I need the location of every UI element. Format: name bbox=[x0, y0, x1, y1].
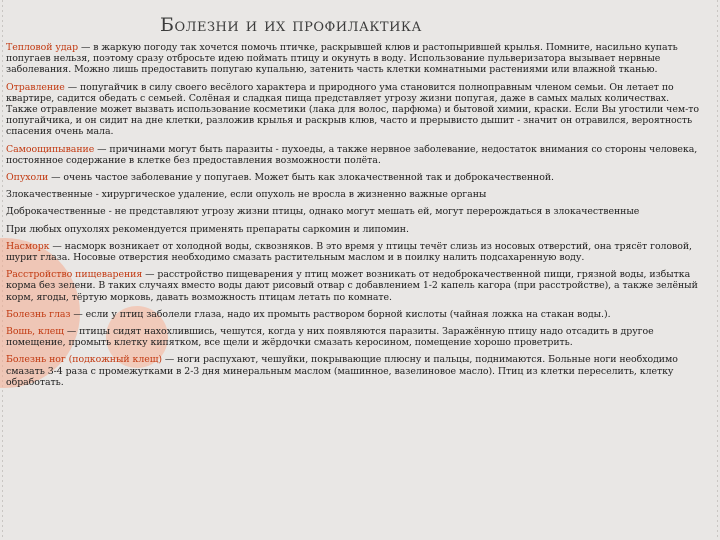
paragraph-benign bbox=[6, 206, 700, 217]
term-tumors: Опухоли bbox=[6, 172, 49, 184]
paragraph-text: — ноги распухают, чешуйки, покрывающие плюсну и пальцы, поднимаются. Больные ноги необходимо смазать 3-4 раза с промежутками в 2-3 дня минеральным маслом (машинное, вазелиновое масло). Птиц из клетки переселить, клетку обработать. bbox=[6, 354, 678, 388]
paragraph-lice-mites bbox=[6, 326, 700, 348]
paragraph-eye-disease bbox=[6, 309, 700, 320]
term-indigestion: Расстройство пищеварения bbox=[6, 269, 143, 281]
paragraph-text: — расстройство пищеварения у птиц может возникать от недоброкачественной пищи, грязной воды, избытка корма без зелени. В таких случаях вместо воды дают рисовый отвар с добавлением 1-2 капель кагора (при расстройстве), а также зелёный корм, ягоды, тёртую морковь, давать возможность птицам летать по комнате. bbox=[6, 269, 698, 303]
paragraph-tumor-treatment bbox=[6, 224, 700, 235]
slide-title: Болезни и их профилактика bbox=[160, 14, 422, 36]
term-leg-disease: Болезнь ног (подкожный клещ) bbox=[6, 354, 162, 366]
paragraph-leg-disease bbox=[6, 354, 700, 388]
term-eye-disease: Болезнь глаз bbox=[6, 308, 71, 320]
paragraph-tumors bbox=[6, 172, 700, 183]
term-heat-stroke: Тепловой удар bbox=[6, 42, 79, 53]
paragraph-poisoning bbox=[6, 82, 700, 138]
paragraph-self-plucking bbox=[6, 144, 700, 166]
paragraph-heat-stroke bbox=[6, 42, 700, 76]
term-lice-mites: Вошь, клещ bbox=[6, 326, 64, 338]
term-runny-nose: Насморк bbox=[6, 240, 50, 252]
paragraph-runny-nose bbox=[6, 241, 700, 263]
paragraph-indigestion bbox=[6, 269, 700, 303]
paragraph-text: Доброкачественные - не представляют угрозу жизни птицы, однако могут мешать ей, могут перерождаться в злокачественные bbox=[6, 206, 640, 218]
paragraph-text: Злокачественные - хирургическое удаление, если опухоль не вросла в жизненно важные органы bbox=[6, 189, 487, 201]
paragraph-text: — причинами могут быть паразиты - пухоеды, а также нервное заболевание, недостаток внимания со стороны человека, постоянное содержание в клетке без предоставления возможности полёта. bbox=[6, 143, 698, 166]
paragraph-text: — попугайчик в силу своего весёлого характера и природного ума становится полноправным членом семьи. Он летает по квартире, садится обедать с семьей. Солёная и сладкая пища представляет угрозу жизни попугая, даже в самых малых количествах. Также отравление может вызвать использование косметики (лака для волос, парфюма) и бытовой химии, краски. Если Вы угостили чем-то попугайчика, и он сидит на дне клетки, разложив крылья и раскрыв клюв, часто и прерывисто дышит - значит он отравился, вероятность спасения очень мала. bbox=[6, 81, 699, 138]
decorative-stripe-right bbox=[717, 0, 718, 540]
term-poisoning: Отравление bbox=[6, 81, 65, 93]
slide-content bbox=[6, 42, 700, 394]
paragraph-text: — насморк возникает от холодной воды, сквозняков. В это время у птицы течёт слизь из носовых отверстий, она трясёт головой, шурит глаза. Носовые отверстия необходимо смазать растительным маслом и в поилку налить подсахаренную воду. bbox=[6, 240, 692, 264]
paragraph-text: — очень частое заболевание у попугаев. Может быть как злокачественной так и доброкачественной. bbox=[48, 172, 554, 184]
paragraph-text: При любых опухолях рекомендуется применять препараты саркомин и липомин. bbox=[6, 223, 409, 235]
paragraph-text: — если у птиц заболели глаза, надо их промыть раствором борной кислоты (чайная ложка на стакан воды.). bbox=[70, 308, 611, 320]
paragraph-text: — птицы сидят нахохлившись, чешутся, когда у них появляются паразиты. Заражённую птицу надо отсадить в другое помещение, промыть клетку кипятком, все щели и жёрдочки смазать керосином, помещение хорошо проветрить. bbox=[6, 326, 654, 349]
paragraph-text: — в жаркую погоду так хочется помочь птичке, раскрывшей клюв и растопырившей крылья. Помните, насильно купать попугаев нельзя, поэтому сразу отбросьте идею поймать птицу и окунуть в воду. Использование пульверизатора вызывает нервные заболевания. Можно лишь предоставить попугаю купальню, затенить часть клетки комнатными растениями или влажной тканью. bbox=[6, 42, 678, 76]
paragraph-malignant bbox=[6, 189, 700, 200]
term-self-plucking: Самоощипывание bbox=[6, 143, 95, 155]
